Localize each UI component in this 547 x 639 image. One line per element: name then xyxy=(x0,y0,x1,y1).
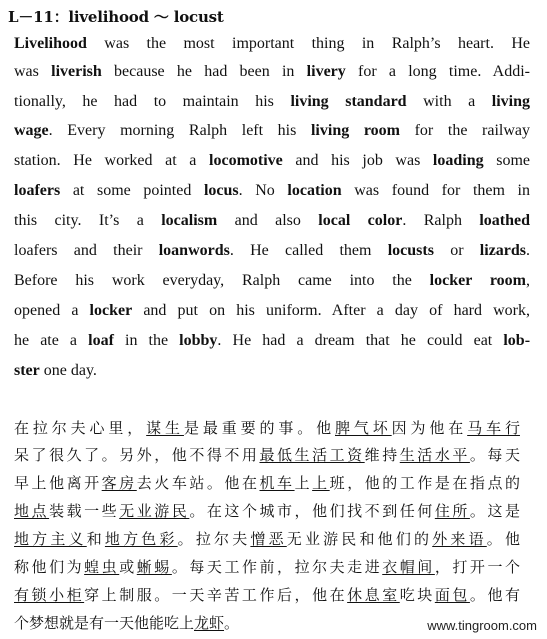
vocab-translation: 谋生 xyxy=(146,419,184,437)
text-run: 。每天 xyxy=(469,446,520,464)
text-run: 。他 xyxy=(486,530,520,548)
vocab-translation: 无业游民 xyxy=(119,502,190,520)
text-run: . Ralph xyxy=(402,212,480,229)
vocab-translation: 外来语 xyxy=(432,530,487,548)
vocab-term: local color xyxy=(318,212,403,229)
vocab-term: lobby xyxy=(179,332,218,349)
vocab-translation: 憎恶 xyxy=(250,530,287,548)
vocab-translation: 住所 xyxy=(434,502,470,520)
text-run: 早上他离开 xyxy=(14,474,102,492)
text-run: 个梦想就是有一天他能吃上 xyxy=(14,614,195,632)
vocab-term: locker room xyxy=(429,272,526,289)
vocab-term: living room xyxy=(310,122,400,139)
vocab-translation: 蝗虫 xyxy=(84,558,120,576)
vocab-translation: 地方色彩 xyxy=(104,530,178,548)
vocab-term: location xyxy=(287,182,342,199)
vocab-term: living xyxy=(491,93,530,110)
zh-line xyxy=(14,473,520,493)
vocab-translation: 休息室 xyxy=(347,586,400,604)
vocab-translation: 地方主义 xyxy=(14,530,87,548)
text-run: this city. It’s a xyxy=(14,212,162,229)
text-run: for the railway xyxy=(399,122,531,139)
vocab-term: Livelihood xyxy=(14,35,87,52)
text-run: was the most important thing in Ralph’s heart. He xyxy=(86,35,530,52)
en-line xyxy=(14,361,530,381)
text-run: or xyxy=(433,242,480,259)
text-run: 。拉尔夫 xyxy=(177,530,251,548)
text-run: some xyxy=(483,152,530,169)
vocab-translation: 龙虾 xyxy=(194,614,225,632)
text-run: 去火车站。他在 xyxy=(136,474,260,492)
text-run: for a long time. Addi- xyxy=(345,63,531,80)
vocab-term: living standard xyxy=(290,93,407,110)
text-run: , xyxy=(526,272,530,289)
text-run: . No xyxy=(238,182,288,199)
en-line xyxy=(14,301,530,321)
en-line xyxy=(14,92,530,112)
vocab-translation: 衣帽间 xyxy=(382,558,435,576)
lesson-heading: L－11：livelihood ～ locust xyxy=(8,8,224,26)
text-run: 是最重要的事。他 xyxy=(183,419,335,437)
vocab-term: loading xyxy=(432,152,484,169)
text-run: 或 xyxy=(119,558,137,576)
zh-line xyxy=(14,445,520,465)
text-run: 。 xyxy=(224,614,240,632)
vocab-term: loathed xyxy=(479,212,531,229)
text-run: . He had a dream that he could eat xyxy=(217,332,504,349)
zh-line xyxy=(14,418,520,438)
zh-line xyxy=(14,501,520,521)
zh-line xyxy=(14,585,520,605)
en-line xyxy=(14,181,530,201)
text-run: 吃块 xyxy=(399,586,435,604)
text-run: 。他有 xyxy=(469,586,520,604)
text-run: loafers and their xyxy=(14,242,159,259)
en-line xyxy=(14,34,530,54)
text-run: one day. xyxy=(39,362,97,379)
text-run: 在拉尔夫心里， xyxy=(14,419,147,437)
vocab-term: wage xyxy=(14,122,49,139)
text-run: was xyxy=(14,63,52,80)
vocab-term: lob- xyxy=(503,332,531,349)
en-line xyxy=(14,271,530,291)
text-run: and put on his uniform. After a day of hard work, xyxy=(132,302,530,319)
text-run: he ate a xyxy=(14,332,89,349)
vocab-translation: 有锁小柜 xyxy=(14,586,85,604)
en-line xyxy=(14,241,530,261)
text-run: ，打开一个 xyxy=(434,558,520,576)
vocab-translation: 客房 xyxy=(101,474,137,492)
vocab-term: locomotive xyxy=(209,152,283,169)
text-run: . xyxy=(526,242,531,259)
vocab-translation: 上 xyxy=(312,474,330,492)
text-run: because he had been in xyxy=(101,63,307,80)
vocab-term: loafers xyxy=(14,182,61,199)
vocab-translation: 最低生活工资 xyxy=(259,446,365,464)
text-run: 因为他在 xyxy=(391,419,468,437)
vocab-translation: 马车行 xyxy=(467,419,520,437)
text-run: tionally, he had to maintain his xyxy=(14,93,291,110)
vocab-term: lizards xyxy=(479,242,527,259)
en-line xyxy=(14,211,530,231)
vocab-translation: 面包 xyxy=(434,586,470,604)
text-run: Before his work everyday, Ralph came into the xyxy=(14,272,430,289)
text-run: 。这是 xyxy=(469,502,520,520)
zh-line xyxy=(14,557,520,577)
text-run: . Every morning Ralph left his xyxy=(48,122,311,139)
text-run: . He called them xyxy=(229,242,388,259)
text-run: station. He worked at a xyxy=(14,152,210,169)
en-line xyxy=(14,121,530,141)
vocab-term: loaf xyxy=(88,332,114,349)
text-run: 和 xyxy=(86,530,105,548)
vocab-translation: 蜥蜴 xyxy=(136,558,172,576)
text-run: 无业游民和他们的 xyxy=(286,530,433,548)
text-run: 呆了很久了。另外，他不得不用 xyxy=(14,446,260,464)
text-run: at some pointed xyxy=(60,182,204,199)
text-run: 穿上制服。一天辛苦工作后，他在 xyxy=(84,586,348,604)
text-run: 班，他的工作是在指点的 xyxy=(329,474,520,492)
vocab-term: liverish xyxy=(51,63,102,80)
text-run: 装载一些 xyxy=(49,502,120,520)
en-line xyxy=(14,62,530,82)
text-run: 上 xyxy=(294,474,313,492)
en-line xyxy=(14,151,530,171)
vocab-term: locker xyxy=(89,302,133,319)
vocab-term: localism xyxy=(161,212,218,229)
vocab-translation: 脾气坏 xyxy=(335,419,392,437)
en-line xyxy=(14,331,530,351)
vocab-translation: 地点 xyxy=(14,502,50,520)
text-run: was found for them in xyxy=(341,182,530,199)
vocab-term: loanwords xyxy=(158,242,230,259)
vocab-term: locus xyxy=(203,182,239,199)
text-run: and also xyxy=(217,212,319,229)
vocab-term: locusts xyxy=(387,242,434,259)
site-watermark: www.tingroom.com xyxy=(427,618,537,633)
text-run: with a xyxy=(406,93,492,110)
vocab-term: ster xyxy=(14,362,40,379)
text-run: 维持 xyxy=(364,446,400,464)
vocab-translation: 生活水平 xyxy=(399,446,470,464)
text-run: and his job was xyxy=(282,152,433,169)
text-run: 。在这个城市，他们找不到任何 xyxy=(189,502,435,520)
vocab-term: livery xyxy=(306,63,346,80)
zh-line xyxy=(14,529,520,549)
vocab-translation: 机车 xyxy=(259,474,295,492)
text-run: 。每天工作前，拉尔夫走进 xyxy=(171,558,383,576)
text-run: opened a xyxy=(14,302,90,319)
text-run: in the xyxy=(113,332,180,349)
text-run: 称他们为 xyxy=(14,558,85,576)
